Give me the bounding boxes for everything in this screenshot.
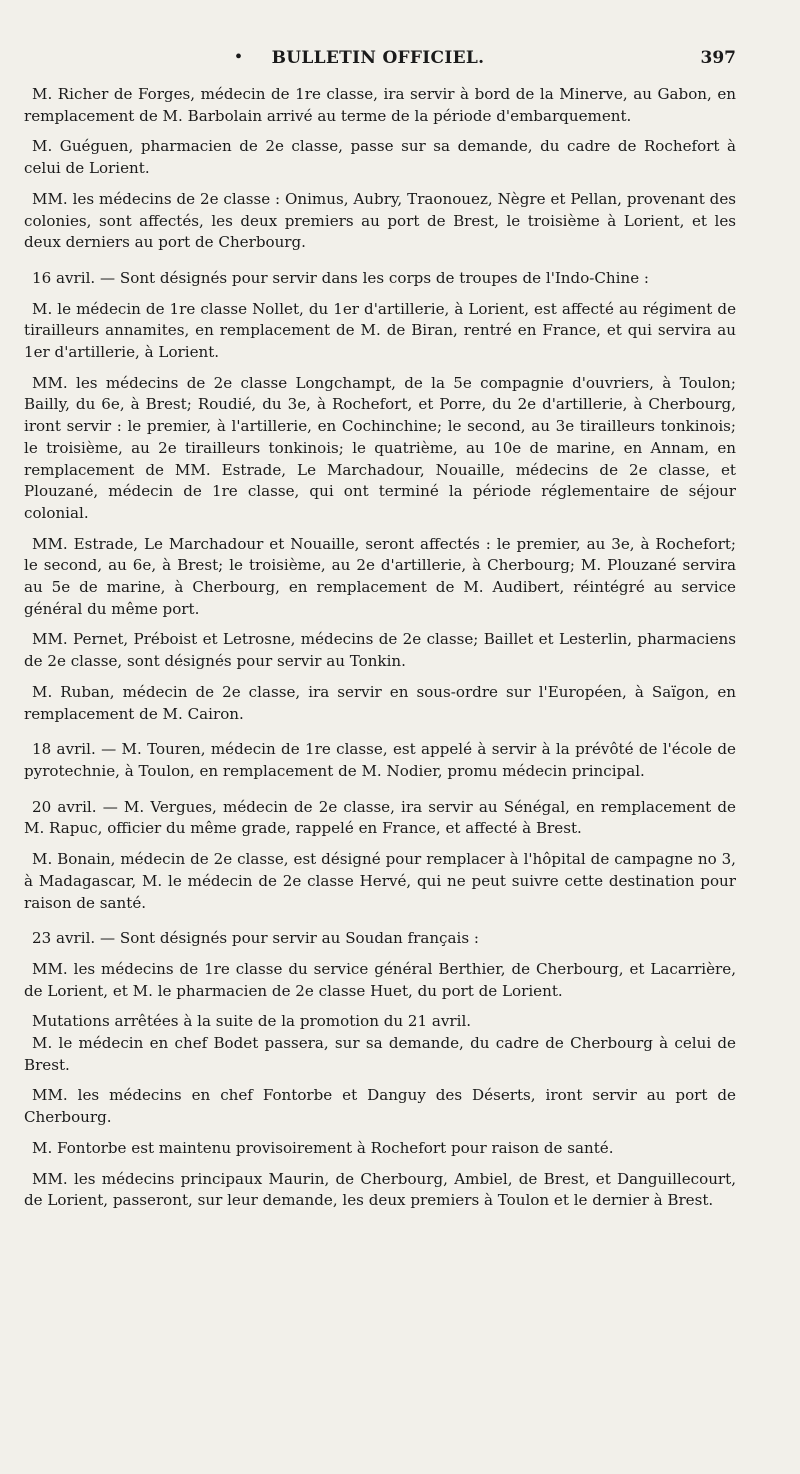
paragraph-fontorbe: M. Fontorbe est maintenu provisoirement à Rochefort pour raison de santé. <box>32 1138 614 1157</box>
body-text <box>24 84 736 1212</box>
paragraph-bonain: M. Bonain, médecin de 2e classe, est désigné pour remplacer à l'hôpital de campagne no 3, à Madagascar, M. le médecin de 2e classe Hervé, qui ne peut suivre cette destination pour raison de santé. <box>24 850 736 912</box>
running-header <box>22 44 734 74</box>
paragraph-23-avril: 23 avril. — Sont désignés pour servir au Soudan français : <box>32 929 479 948</box>
header-ornament: • <box>235 46 243 68</box>
paragraph-richer-de-forges: M. Richer de Forges, médecin de 1re classe, ira servir à bord de la Minerve, au Gabon, en remplacement de M. Barbolain arrivé au terme de la période d'embarquement. <box>24 85 736 125</box>
paragraph-ruban: M. Ruban, médecin de 2e classe, ira servir en sous-ordre sur l'Européen, à Saïgon, en remplacement de M. Cairon. <box>24 682 736 723</box>
paragraph-nollet: M. le médecin de 1re classe Nollet, du 1er d'artillerie, à Lorient, est affecté au régiment de tirailleurs annamites, en remplacement de M. de Biran, rentré en France, et qui servira au 1er d'artillerie, à Lorient. <box>24 299 736 362</box>
paragraph-medecins-principaux: MM. les médecins principaux Maurin, de Cherbourg, Ambiel, de Brest, et Danguillecourt, de Lorient, passeront, sur leur demande, les deux premiers à Toulon et le dernier à Brest. <box>24 1169 736 1210</box>
running-title: BULLETIN OFFICIEL. <box>271 48 485 68</box>
paragraph-mutations: Mutations arrêtées à la suite de la promotion du 21 avril. <box>32 1012 472 1031</box>
paragraph-16-avril: 16 avril. — Sont désignés pour servir dans les corps de troupes de l'Indo-Chine : <box>32 268 650 287</box>
page-number: 397 <box>700 48 736 68</box>
paragraph-bodet: M. le médecin en chef Bodet passera, sur sa demande, du cadre de Cherbourg à celui de Brest. <box>24 1034 736 1074</box>
paragraph-fontorbe-danguy: MM. les médecins en chef Fontorbe et Danguy des Déserts, iront servir au port de Cherbourg. <box>24 1086 736 1127</box>
paragraph-longchampt: MM. les médecins de 2e classe Longchampt, de la 5e compagnie d'ouvriers, à Toulon; Bailly, du 6e, à Brest; Roudié, du 3e, à Rochefort, et Porre, du 2e d'artillerie, à Cherbourg, iront servir : le premier, à l'artillerie, en Cochinchine; le second, au 3e tirailleurs tonkinois; le troisième, au 2e tirailleurs tonkinois; le quatrième, au 10e de marine, en Annam, en remplacement de MM. Estrade, Le Marchadour, Nouaille, médecins de 2e classe, et Plouzané, médecin de 1re classe, qui ont terminé la période réglementaire de séjour colonial. <box>24 373 736 522</box>
paragraph-18-avril: 18 avril. — M. Touren, médecin de 1re classe, est appelé à servir à la prévôté de l'école de pyrotechnie, à Toulon, en remplacement de M. Nodier, promu médecin principal. <box>24 740 736 780</box>
paragraph-gueguen: M. Guéguen, pharmacien de 2e classe, passe sur sa demande, du cadre de Rochefort à celui de Lorient. <box>24 137 736 178</box>
paragraph-estrade: MM. Estrade, Le Marchadour et Nouaille, seront affectés : le premier, au 3e, à Rochefort; le second, au 6e, à Brest; le troisième, au 2e d'artillerie, à Cherbourg; M. Plouzané servira au 5e de marine, à Cherbourg, en remplacement de M. Audibert, réintégré au service général du même port. <box>24 534 736 618</box>
document-page <box>22 0 734 1474</box>
paragraph-20-avril: 20 avril. — M. Vergues, médecin de 2e classe, ira servir au Sénégal, en remplacement de M. Rapuc, officier du même grade, rappelé en France, et affecté à Brest. <box>24 797 736 838</box>
paragraph-medecins-colonies: MM. les médecins de 2e classe : Onimus, Aubry, Traonouez, Nègre et Pellan, provenant des colonies, sont affectés, les deux premiers au port de Brest, le troisième à Lorient, et les deux derniers au port de Cherbourg. <box>24 189 736 252</box>
paragraph-pernet: MM. Pernet, Préboist et Letrosne, médecins de 2e classe; Baillet et Lesterlin, pharmaciens de 2e classe, sont désignés pour servir au Tonkin. <box>24 630 736 671</box>
paragraph-berthier: MM. les médecins de 1re classe du service général Berthier, de Cherbourg, et Lacarrière, de Lorient, et M. le pharmacien de 2e classe Huet, du port de Lorient. <box>24 959 736 1000</box>
